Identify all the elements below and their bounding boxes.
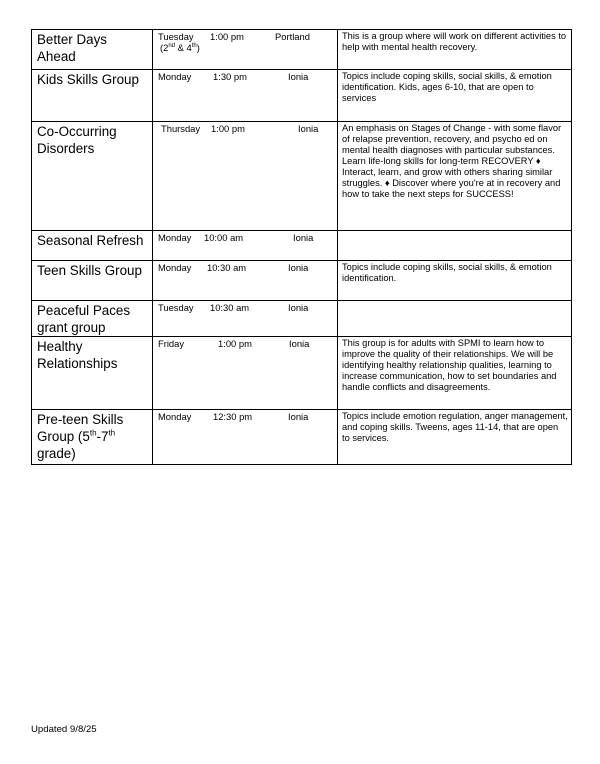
group-name-cell	[32, 301, 153, 337]
table-row	[32, 337, 572, 410]
group-location: Portland	[275, 31, 310, 42]
group-description: An emphasis on Stages of Change - with some flavor of relapse prevention, recovery, and psycho ed on mental health diagnoses with particular substances. Learn life-long skills for long-term RECOVERY ♦ Interact, learn, and grow with others sharing similar struggles. ♦ Discover where you're at in recovery and how to take the next steps for SUCCESS!	[342, 123, 562, 199]
group-day: Monday	[158, 71, 192, 82]
group-name-cell	[32, 261, 153, 301]
group-time: 12:30 pm	[213, 411, 253, 422]
group-name-cell	[32, 122, 153, 231]
group-location: Ionia	[288, 302, 309, 313]
schedule-cell	[153, 301, 338, 337]
updated-date: Updated 9/8/25	[31, 724, 97, 735]
description-cell	[338, 261, 572, 301]
group-location: Ionia	[288, 411, 309, 422]
table-row	[32, 231, 572, 261]
table-row	[32, 301, 572, 337]
group-name: Pre-teen Skills Group (5th-7th grade)	[37, 412, 124, 461]
description-cell	[338, 122, 572, 231]
group-day: Monday	[158, 232, 192, 243]
group-name-cell	[32, 30, 153, 70]
group-description: Topics include coping skills, social skills, & emotion identification. Kids, ages 6-10, that are open to services	[342, 71, 552, 103]
description-cell	[338, 231, 572, 261]
group-name: Kids Skills Group	[37, 72, 139, 87]
schedule-cell	[153, 261, 338, 301]
group-day: Thursday	[161, 123, 201, 134]
group-day: Monday	[158, 262, 192, 273]
group-location: Ionia	[288, 262, 309, 273]
description-cell	[338, 30, 572, 70]
group-day: Friday	[158, 338, 185, 349]
group-time: 1:00 pm	[218, 338, 252, 349]
table-row	[32, 122, 572, 231]
group-name: Teen Skills Group	[37, 263, 142, 278]
description-cell	[338, 337, 572, 410]
group-time: 1:00 pm	[211, 123, 245, 134]
group-time: 10:30 am	[207, 262, 247, 273]
group-description: Topics include emotion regulation, anger management, and coping skills. Tweens, ages 11-14, that are open to services.	[342, 411, 568, 443]
schedule-cell	[153, 70, 338, 122]
table-row	[32, 30, 572, 70]
schedule-cell	[153, 410, 338, 465]
schedule-cell	[153, 122, 338, 231]
description-cell	[338, 301, 572, 337]
group-location: Ionia	[289, 338, 310, 349]
group-location: Ionia	[298, 123, 319, 134]
group-time: 1:00 pm	[210, 31, 244, 42]
group-description: This is a group where will work on different activities to help with mental health recovery.	[342, 31, 567, 52]
group-name: Healthy Relationships	[37, 339, 118, 371]
table-row	[32, 261, 572, 301]
group-frequency: (2nd & 4th)	[160, 42, 200, 53]
group-day: Monday	[158, 411, 192, 422]
group-description: This group is for adults with SPMI to learn how to improve the quality of their relationships. We will be identifying healthy relationship qualities, learning to increase communication, how to set boundaries and handle conflicts and disagreements.	[342, 338, 557, 392]
group-name: Peaceful Paces grant group	[37, 303, 131, 335]
group-name: Better Days Ahead	[37, 32, 107, 64]
group-description: Topics include coping skills, social skills, & emotion identification.	[342, 262, 552, 283]
schedule-cell	[153, 231, 338, 261]
group-description	[338, 301, 571, 302]
group-description	[338, 231, 571, 232]
group-schedule-table	[31, 29, 572, 465]
group-name-cell	[32, 231, 153, 261]
group-day: Tuesday	[158, 302, 194, 313]
group-time: 10:30 am	[210, 302, 250, 313]
schedule-cell	[153, 337, 338, 410]
table-row	[32, 410, 572, 465]
schedule-cell	[153, 30, 338, 70]
group-time: 1:30 pm	[213, 71, 247, 82]
group-location: Ionia	[293, 232, 314, 243]
group-name: Co-Occurring Disorders	[37, 124, 117, 156]
group-name-cell	[32, 410, 153, 465]
table-row	[32, 70, 572, 122]
description-cell	[338, 70, 572, 122]
description-cell	[338, 410, 572, 465]
group-name-cell	[32, 337, 153, 410]
group-name: Seasonal Refresh	[37, 233, 144, 248]
group-day: Tuesday	[158, 31, 194, 42]
group-location: Ionia	[288, 71, 309, 82]
group-name-cell	[32, 70, 153, 122]
group-time: 10:00 am	[204, 232, 244, 243]
